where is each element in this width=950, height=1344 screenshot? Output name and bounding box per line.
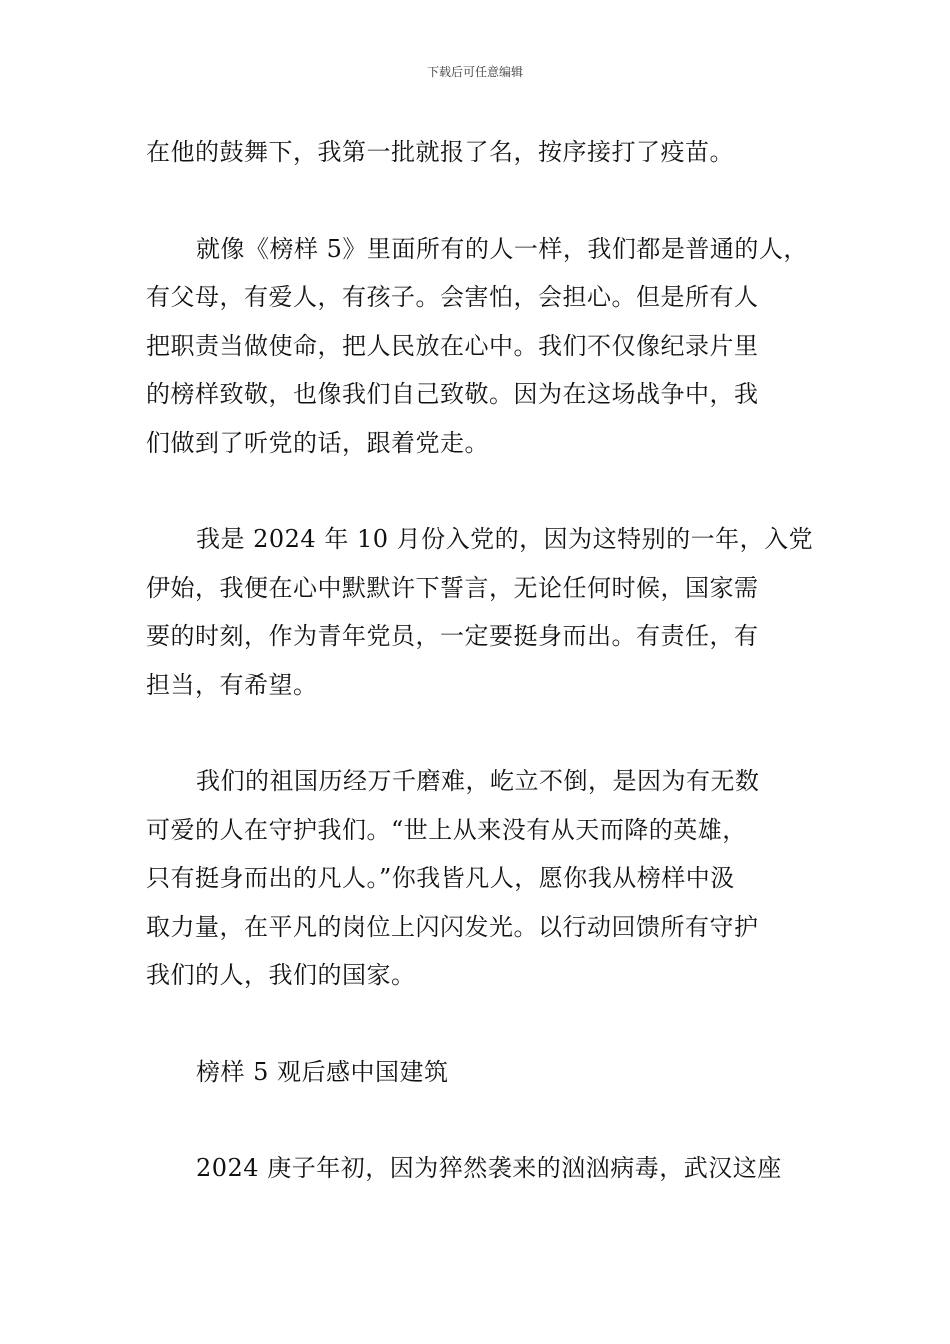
text-line: 把职责当做使命，把人民放在心中。我们不仅像纪录片里 [146, 331, 759, 360]
text-line: 伊始，我便在心中默默许下誓言，无论任何时候，国家需 [146, 573, 759, 602]
text-line: 有父母，有爱人，有孩子。会害怕，会担心。但是所有人 [146, 283, 759, 311]
paragraph [146, 757, 818, 1000]
heading-text: 榜样 5 观后感中国建筑 [196, 1057, 449, 1086]
section-heading [146, 1048, 818, 1097]
text-line: 可爱的人在守护我们。“世上从来没有从天而降的英雄， [146, 815, 747, 844]
text-line: 的榜样致敬，也像我们自己致敬。因为在这场战争中，我 [146, 380, 759, 408]
text-line: 取力量，在平凡的岗位上闪闪发光。以行动回馈所有守护 [146, 912, 759, 941]
text-line: 就像《榜样 5》里面所有的人一样，我们都是普通的人， [196, 234, 808, 263]
text-line: 们做到了听党的话，跟着党走。 [146, 428, 489, 457]
page-header: 下载后可任意编辑 [426, 65, 523, 79]
paragraph [146, 128, 818, 177]
text-line: 只有挺身而出的凡人。”你我皆凡人，愿你我从榜样中汲 [146, 864, 735, 892]
paragraph [146, 1144, 818, 1193]
text-line: 我们的人，我们的国家。 [146, 961, 416, 989]
text-line: 担当，有希望。 [146, 670, 318, 699]
paragraph [146, 515, 818, 709]
paragraph [146, 225, 818, 468]
text-line: 我是 2024 年 10 月份入党的，因为这特别的一年，入党 [196, 525, 814, 553]
text-line: 我们的祖国历经万千磨难，屹立不倒，是因为有无数 [196, 767, 760, 795]
text-line: 要的时刻，作为青年党员，一定要挺身而出。有责任，有 [146, 622, 759, 650]
document-body [146, 128, 818, 1241]
text-line: 2024 庚子年初，因为猝然袭来的汹汹病毒，武汉这座 [196, 1154, 782, 1182]
text-line: 在他的鼓舞下，我第一批就报了名，按序接打了疫苗。 [146, 138, 734, 166]
